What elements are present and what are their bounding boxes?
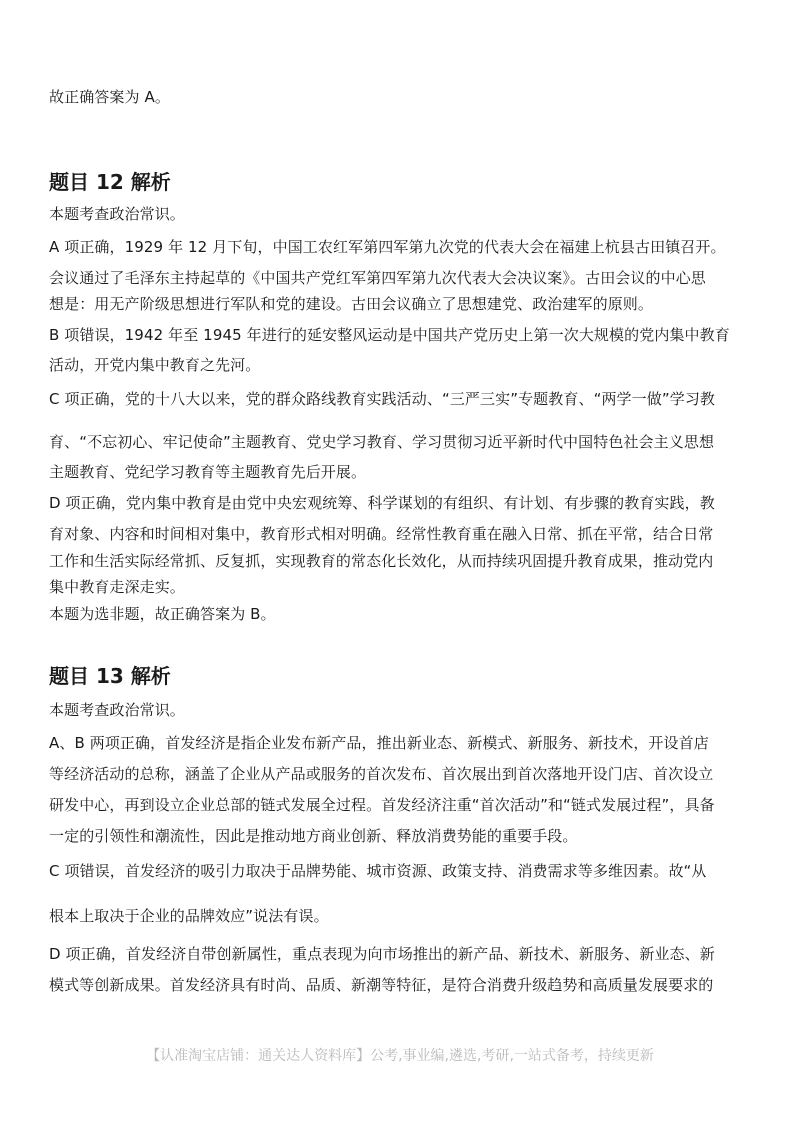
question-12-title: 题目 12 解析 (49, 170, 171, 194)
q12-paragraph-line: 想是：用无产阶级思想进行军队和党的建设。古田会议确立了思想建党、政治建军的原则。 (49, 295, 654, 313)
q13-paragraph-line: 研发中心，再到设立企业总部的链式发展全过程。首发经济注重“首次活动”和“链式发展过程”，具备 (49, 796, 715, 814)
q12-paragraph-line: 育对象、内容和时间相对集中，教育形式相对明确。经常性教育重在融入日常、抓在平常，结合日常 (49, 525, 714, 543)
footer-notice: 【认准淘宝店铺：通关达人资料库】公考,事业编,遴选,考研,一站式备考，持续更新 (146, 1048, 654, 1064)
q12-paragraph-line: 会议通过了毛泽东主持起草的《中国共产党红军第四军第九次代表大会决议案》。古田会议的中心思 (49, 269, 706, 287)
question-13-title: 题目 13 解析 (49, 664, 171, 688)
q12-paragraph-line: 活动，开党内集中教育之先河。 (49, 356, 261, 374)
q12-paragraph-line: A 项正确，1929 年 12 月下旬，中国工农红军第四军第九次党的代表大会在福建上杭县古田镇召开。 (49, 238, 726, 256)
q13-paragraph-line: 等经济活动的总称，涵盖了企业从产品或服务的首次发布、首次展出到首次落地开设门店、首次设立 (49, 765, 714, 783)
q12-paragraph-line: 育、“不忘初心、牢记使命”主题教育、党史学习教育、学习贯彻习近平新时代中国特色社会主义思想 (49, 433, 715, 451)
q13-paragraph-line: 根本上取决于企业的品牌效应”说法有误。 (49, 907, 329, 925)
q12-answer-line: 本题为选非题，故正确答案为 B。 (49, 605, 276, 623)
q12-paragraph-line: B 项错误，1942 年至 1945 年进行的延安整风运动是中国共产党历史上第一次大规模的党内集中教育 (49, 326, 730, 344)
q13-paragraph-line: C 项错误，首发经济的吸引力取决于品牌势能、城市资源、政策支持、消费需求等多维因素。故“从 (49, 862, 707, 880)
q13-paragraph-line: 模式等创新成果。首发经济具有时尚、品质、新潮等特征，是符合消费升级趋势和高质量发展要求的 (49, 976, 714, 994)
answer-conclusion: 故正确答案为 A。 (49, 88, 170, 106)
q12-paragraph-line: C 项正确，党的十八大以来，党的群众路线教育实践活动、“三严三实”专题教育、“两学一做”学习教 (49, 390, 716, 408)
q12-paragraph-line: 本题考查政治常识。 (49, 205, 185, 223)
q12-paragraph-line: 工作和生活实际经常抓、反复抓，实现教育的常态化长效化，从而持续巩固提升教育成果，推动党内 (49, 552, 714, 570)
q13-paragraph-line: 一定的引领性和潮流性，因此是推动地方商业创新、释放消费势能的重要手段。 (49, 827, 578, 845)
q13-paragraph-line: 本题考查政治常识。 (49, 701, 185, 719)
q13-paragraph-line: A、B 两项正确，首发经济是指企业发布新产品，推出新业态、新模式、新服务、新技术，开设首店 (49, 734, 709, 752)
q12-paragraph-line: D 项正确，党内集中教育是由党中央宏观统筹、科学谋划的有组织、有计划、有步骤的教育实践，教 (49, 494, 715, 512)
q12-paragraph-line: 主题教育、党纪学习教育等主题教育先后开展。 (49, 463, 367, 481)
q13-paragraph-line: D 项正确，首发经济自带创新属性，重点表现为向市场推出的新产品、新技术、新服务、新业态、新 (49, 945, 715, 963)
q12-paragraph-line: 集中教育走深走实。 (49, 578, 185, 596)
